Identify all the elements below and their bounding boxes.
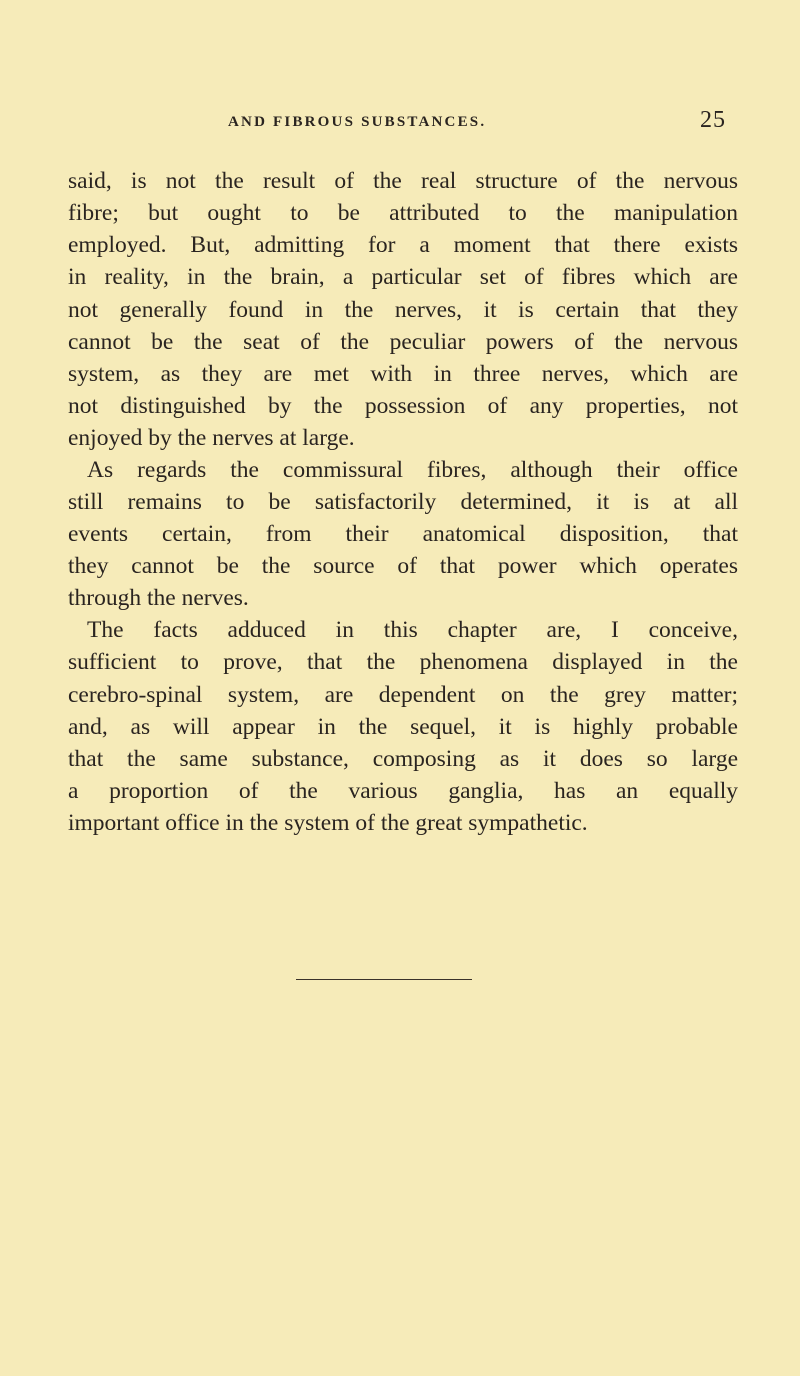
text-line: employed. But, admitting for a moment that there exists [68, 232, 738, 258]
text-line: they cannot be the source of that power which operates [68, 553, 738, 579]
text-line: not distinguished by the possession of any properties, not [68, 393, 738, 419]
text-line: in reality, in the brain, a particular set of fibres which are [68, 264, 738, 290]
end-rule [296, 979, 472, 980]
text-line: not generally found in the nerves, it is certain that they [68, 297, 738, 323]
text-line: enjoyed by the nerves at large. [68, 425, 355, 451]
running-title: AND FIBROUS SUBSTANCES. [228, 114, 487, 130]
text-line: cerebro-spinal system, are dependent on the grey matter; [68, 682, 738, 708]
text-line: that the same substance, composing as it does so large [68, 746, 738, 772]
text-line: events certain, from their anatomical disposition, that [68, 521, 738, 547]
text-line: cannot be the seat of the peculiar powers of the nervous [68, 329, 738, 355]
text-line: a proportion of the various ganglia, has an equally [68, 778, 738, 804]
page-number: 25 [700, 107, 726, 133]
text-line: still remains to be satisfactorily determined, it is at all [68, 489, 738, 515]
text-line: fibre; but ought to be attributed to the manipulation [68, 200, 738, 226]
text-line: and, as will appear in the sequel, it is highly probable [68, 714, 738, 740]
text-line: system, as they are met with in three nerves, which are [68, 361, 738, 387]
text-line: sufficient to prove, that the phenomena displayed in the [68, 649, 738, 675]
text-line: said, is not the result of the real structure of the nervous [68, 168, 738, 194]
text-line: through the nerves. [68, 585, 249, 611]
text-line: important office in the system of the great sympathetic. [68, 810, 588, 836]
paragraph-first-line: As regards the commissural fibres, although their office [87, 457, 738, 483]
paragraph-first-line: The facts adduced in this chapter are, I conceive, [87, 617, 738, 643]
